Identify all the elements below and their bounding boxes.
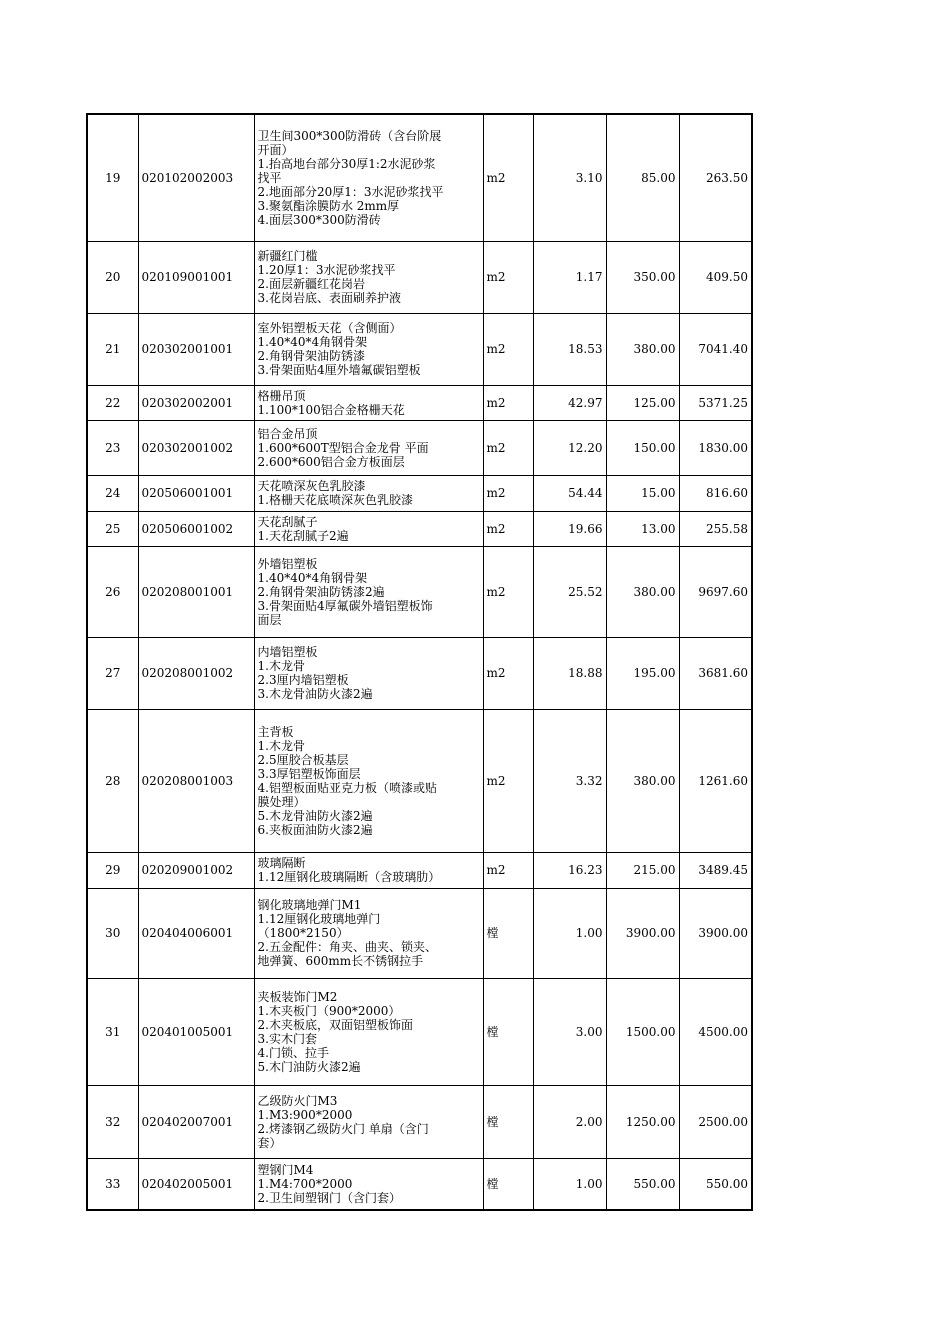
item-unit-price: 380.00	[606, 313, 679, 385]
description-line: 套）	[257, 1135, 282, 1150]
item-unit-price: 1250.00	[606, 1085, 679, 1158]
description-line: 1.40*40*4角钢骨架	[257, 335, 368, 349]
table-row	[87, 385, 752, 420]
description-line: 1.M4:700*2000	[257, 1176, 353, 1191]
item-quantity: 18.88	[533, 637, 606, 709]
item-code: 020208001001	[138, 546, 254, 637]
item-number: 21	[87, 313, 138, 385]
description-line: 乙级防火门M3	[257, 1093, 338, 1108]
description-line: 天花刮腻子	[257, 514, 318, 529]
item-unit-price: 380.00	[606, 709, 679, 852]
description-line: 4.面层300*300防滑砖	[257, 212, 381, 227]
item-unit: 樘	[483, 1158, 533, 1210]
table-row	[87, 313, 752, 385]
description-line: 1.12厘钢化玻璃隔断（含玻璃肋）	[257, 870, 441, 884]
table-body	[87, 114, 752, 1210]
item-total: 3681.60	[679, 637, 752, 709]
item-number: 32	[87, 1085, 138, 1158]
item-total: 409.50	[679, 241, 752, 313]
item-quantity: 16.23	[533, 852, 606, 888]
description-line: 1.600*600T型铝合金龙骨 平面	[257, 440, 429, 455]
item-description	[254, 1158, 483, 1210]
description-line: 5.木龙骨油防火漆2遍	[257, 808, 373, 823]
description-line: 开面）	[257, 142, 294, 157]
description-line: 2.角钢骨架油防锈漆	[257, 349, 365, 363]
table-row	[87, 420, 752, 475]
item-unit: m2	[483, 313, 533, 385]
item-code: 020506001001	[138, 475, 254, 511]
description-line: 4.门锁、拉手	[257, 1045, 329, 1060]
description-line: 新疆红门槛	[257, 249, 318, 263]
description-line: 玻璃隔断	[257, 856, 306, 870]
description-line: 主背板	[257, 724, 294, 739]
item-total: 3489.45	[679, 852, 752, 888]
item-description	[254, 852, 483, 888]
table-row	[87, 475, 752, 511]
item-code: 020402005001	[138, 1158, 254, 1210]
table-row	[87, 241, 752, 313]
item-description	[254, 546, 483, 637]
item-description	[254, 709, 483, 852]
item-code: 020109001001	[138, 241, 254, 313]
item-quantity: 19.66	[533, 511, 606, 546]
item-description	[254, 1085, 483, 1158]
item-number: 27	[87, 637, 138, 709]
item-description	[254, 511, 483, 546]
item-unit: m2	[483, 475, 533, 511]
item-total: 1261.60	[679, 709, 752, 852]
item-number: 28	[87, 709, 138, 852]
table-row	[87, 852, 752, 888]
description-line: 1.100*100铝合金格栅天花	[257, 402, 405, 417]
description-line: 2.面层新疆红花岗岩	[257, 277, 365, 291]
description-line: 内墙铝塑板	[257, 645, 318, 659]
description-line: 2.烤漆钢乙级防火门 单扇（含门	[257, 1121, 429, 1136]
item-total: 4500.00	[679, 978, 752, 1085]
item-description	[254, 241, 483, 313]
item-description	[254, 475, 483, 511]
item-number: 30	[87, 888, 138, 978]
item-code: 020302002001	[138, 385, 254, 420]
description-line: 2.卫生间塑钢门（含门套）	[257, 1190, 401, 1205]
table-row	[87, 511, 752, 546]
item-number: 31	[87, 978, 138, 1085]
item-quantity: 18.53	[533, 313, 606, 385]
description-line: 1.木龙骨	[257, 659, 305, 673]
description-line: （1800*2150）	[257, 926, 349, 940]
description-line: 塑钢门M4	[257, 1162, 314, 1177]
item-description	[254, 978, 483, 1085]
description-line: 1.40*40*4角钢骨架	[257, 570, 368, 585]
item-unit: m2	[483, 709, 533, 852]
description-line: 1.木龙骨	[257, 738, 305, 753]
description-line: 1.天花刮腻子2遍	[257, 528, 349, 543]
description-line: 室外铝塑板天花（含侧面）	[257, 321, 402, 335]
table-row	[87, 1085, 752, 1158]
item-description	[254, 114, 483, 241]
item-unit-price: 150.00	[606, 420, 679, 475]
bill-of-quantities-table	[86, 113, 753, 1211]
description-line: 找平	[257, 170, 282, 185]
description-line: 4.铝塑板面贴亚克力板（喷漆或贴	[257, 780, 437, 795]
item-total: 2500.00	[679, 1085, 752, 1158]
item-quantity: 1.00	[533, 1158, 606, 1210]
item-code: 020404006001	[138, 888, 254, 978]
item-total: 3900.00	[679, 888, 752, 978]
item-unit: m2	[483, 420, 533, 475]
description-line: 卫生间300*300防滑砖（含台阶展	[257, 128, 442, 143]
table-row	[87, 637, 752, 709]
table-row	[87, 978, 752, 1085]
description-line: 2.木夹板底，双面铝塑板饰面	[257, 1017, 413, 1032]
description-line: 3.木龙骨油防火漆2遍	[257, 687, 373, 701]
description-line: 外墙铝塑板	[257, 556, 318, 571]
description-line: 3.聚氨酯涂膜防水 2mm厚	[257, 198, 400, 213]
description-line: 1.木夹板门（900*2000）	[257, 1003, 401, 1018]
item-total: 9697.60	[679, 546, 752, 637]
description-line: 3.骨架面贴4厘外墙氟碳铝塑板	[257, 363, 421, 377]
description-line: 地弹簧、600mm长不锈钢拉手	[257, 954, 424, 968]
item-unit-price: 85.00	[606, 114, 679, 241]
item-unit-price: 550.00	[606, 1158, 679, 1210]
description-line: 1.20厚1：3水泥砂浆找平	[257, 263, 396, 277]
item-total: 255.58	[679, 511, 752, 546]
item-unit: 樘	[483, 978, 533, 1085]
item-total: 5371.25	[679, 385, 752, 420]
description-line: 面层	[257, 612, 282, 627]
item-total: 1830.00	[679, 420, 752, 475]
item-description	[254, 420, 483, 475]
item-unit-price: 13.00	[606, 511, 679, 546]
description-line: 3.花岗岩底、表面刷养护液	[257, 291, 401, 305]
item-number: 24	[87, 475, 138, 511]
item-number: 26	[87, 546, 138, 637]
item-total: 816.60	[679, 475, 752, 511]
table-row	[87, 1158, 752, 1210]
description-line: 1.抬高地台部分30厚1:2水泥砂浆	[257, 156, 436, 171]
item-total: 7041.40	[679, 313, 752, 385]
item-quantity: 1.00	[533, 888, 606, 978]
item-number: 25	[87, 511, 138, 546]
item-unit: 樘	[483, 888, 533, 978]
item-code: 020506001002	[138, 511, 254, 546]
item-unit: 樘	[483, 1085, 533, 1158]
item-number: 33	[87, 1158, 138, 1210]
description-line: 1.格栅天花底喷深灰色乳胶漆	[257, 493, 413, 507]
item-quantity: 42.97	[533, 385, 606, 420]
item-number: 20	[87, 241, 138, 313]
item-quantity: 25.52	[533, 546, 606, 637]
item-number: 22	[87, 385, 138, 420]
table-row	[87, 114, 752, 241]
item-total: 550.00	[679, 1158, 752, 1210]
item-unit: m2	[483, 637, 533, 709]
description-line: 6.夹板面油防火漆2遍	[257, 822, 373, 837]
item-unit-price: 3900.00	[606, 888, 679, 978]
item-quantity: 3.32	[533, 709, 606, 852]
item-unit: m2	[483, 114, 533, 241]
item-description	[254, 313, 483, 385]
description-line: 2.5厘胶合板基层	[257, 752, 349, 767]
item-total: 263.50	[679, 114, 752, 241]
item-unit-price: 125.00	[606, 385, 679, 420]
item-quantity: 2.00	[533, 1085, 606, 1158]
item-description	[254, 637, 483, 709]
description-line: 2.600*600铝合金方板面层	[257, 454, 405, 469]
description-line: 1.M3:900*2000	[257, 1107, 353, 1122]
item-code: 020102002003	[138, 114, 254, 241]
item-code: 020401005001	[138, 978, 254, 1085]
description-line: 1.12厘钢化玻璃地弹门	[257, 912, 381, 926]
table-row	[87, 546, 752, 637]
item-description	[254, 385, 483, 420]
item-unit: m2	[483, 546, 533, 637]
description-line: 格栅吊顶	[257, 388, 306, 403]
item-code: 020402007001	[138, 1085, 254, 1158]
item-unit-price: 1500.00	[606, 978, 679, 1085]
description-line: 夹板装饰门M2	[257, 989, 338, 1004]
description-line: 天花喷深灰色乳胶漆	[257, 479, 366, 493]
description-line: 2.五金配件：角夹、曲夹、锁夹、	[257, 940, 437, 954]
item-quantity: 12.20	[533, 420, 606, 475]
item-unit-price: 215.00	[606, 852, 679, 888]
item-unit: m2	[483, 852, 533, 888]
description-line: 5.木门油防火漆2遍	[257, 1059, 361, 1074]
item-unit-price: 350.00	[606, 241, 679, 313]
item-quantity: 3.10	[533, 114, 606, 241]
description-line: 2.3厘内墙铝塑板	[257, 673, 349, 687]
item-unit: m2	[483, 511, 533, 546]
item-code: 020208001002	[138, 637, 254, 709]
description-line: 2.角钢骨架油防锈漆2遍	[257, 584, 385, 599]
item-unit: m2	[483, 385, 533, 420]
description-line: 3.骨架面贴4厚氟碳外墙铝塑板饰	[257, 598, 433, 613]
description-line: 铝合金吊顶	[257, 426, 318, 441]
item-unit-price: 195.00	[606, 637, 679, 709]
description-line: 钢化玻璃地弹门M1	[257, 898, 362, 912]
description-line: 膜处理）	[257, 794, 306, 809]
item-code: 020209001002	[138, 852, 254, 888]
item-description	[254, 888, 483, 978]
item-number: 23	[87, 420, 138, 475]
item-quantity: 54.44	[533, 475, 606, 511]
item-number: 29	[87, 852, 138, 888]
description-line: 2.地面部分20厚1：3水泥砂浆找平	[257, 184, 444, 199]
item-unit-price: 380.00	[606, 546, 679, 637]
item-unit-price: 15.00	[606, 475, 679, 511]
item-quantity: 1.17	[533, 241, 606, 313]
item-code: 020302001002	[138, 420, 254, 475]
item-unit: m2	[483, 241, 533, 313]
item-quantity: 3.00	[533, 978, 606, 1085]
item-code: 020208001003	[138, 709, 254, 852]
table-row	[87, 888, 752, 978]
item-number: 19	[87, 114, 138, 241]
item-code: 020302001001	[138, 313, 254, 385]
table-row	[87, 709, 752, 852]
description-line: 3.实木门套	[257, 1031, 317, 1046]
description-line: 3.3厚铝塑板饰面层	[257, 766, 361, 781]
